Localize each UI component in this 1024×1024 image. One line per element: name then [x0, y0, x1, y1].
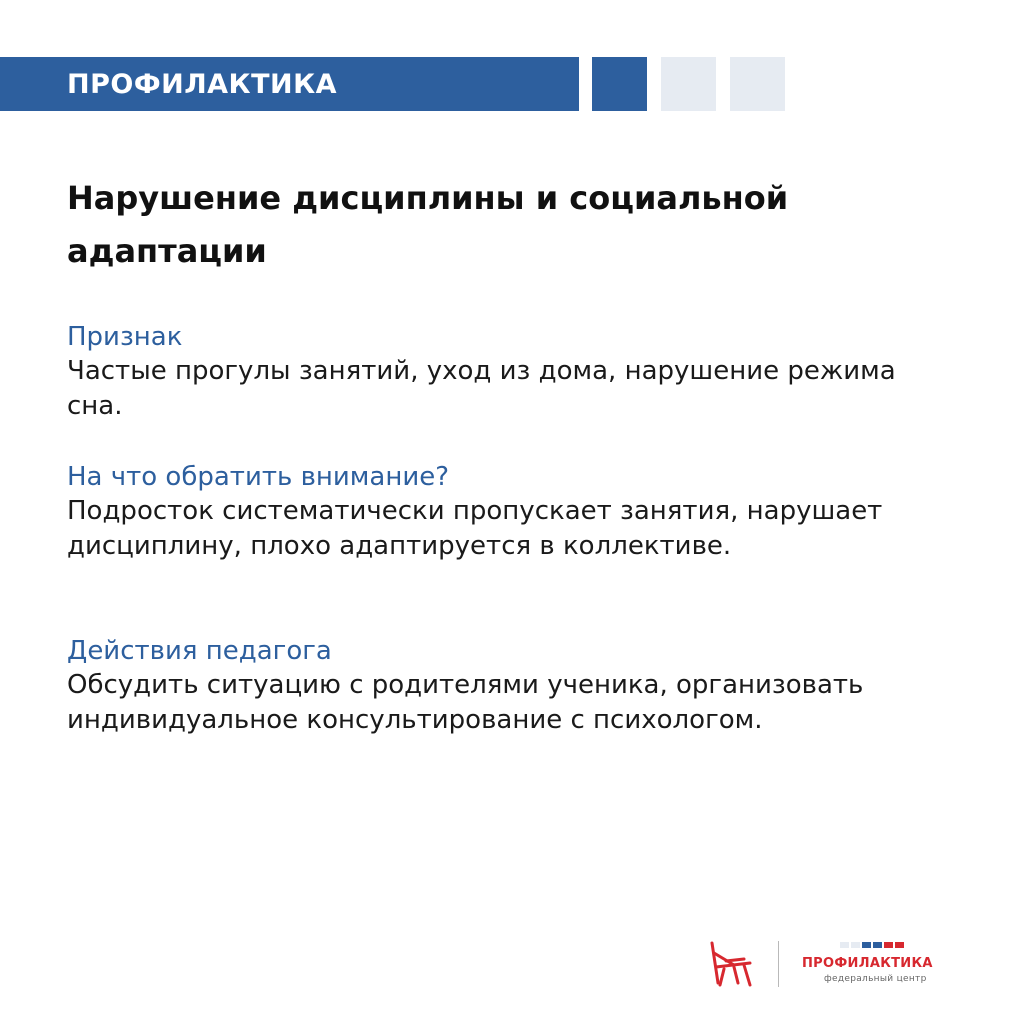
- footer-logo: [700, 935, 960, 995]
- header-square-blue: [592, 57, 647, 111]
- section-sign: [67, 320, 937, 424]
- brand-squares: [840, 942, 904, 948]
- header-bar: [0, 57, 579, 111]
- footer-subtitle: федеральный центр: [824, 974, 927, 984]
- footer-brand: ПРОФИЛАКТИКА: [802, 956, 933, 971]
- header-square-light-2: [730, 57, 785, 111]
- section-teacher-actions: [67, 634, 937, 738]
- section-heading: Признак: [67, 322, 183, 352]
- section-heading: На что обратить внимание?: [67, 462, 450, 492]
- header-square-light-1: [661, 57, 716, 111]
- section-attention: [67, 460, 937, 564]
- section-body: Частые прогулы занятий, уход из дома, нарушение режима сна.: [67, 356, 896, 421]
- page-title: Нарушение дисциплины и социальной адаптации: [67, 179, 789, 270]
- section-body: Обсудить ситуацию с родителями ученика, организовать индивидуальное консультирование с психологом.: [67, 670, 864, 735]
- section-body: Подросток систематически пропускает занятия, нарушает дисциплину, плохо адаптируется в коллективе.: [67, 496, 883, 561]
- chair-icon: [704, 939, 756, 989]
- header-title: ПРОФИЛАКТИКА: [67, 68, 338, 100]
- footer-divider: [778, 941, 779, 987]
- section-heading: Действия педагога: [67, 636, 332, 666]
